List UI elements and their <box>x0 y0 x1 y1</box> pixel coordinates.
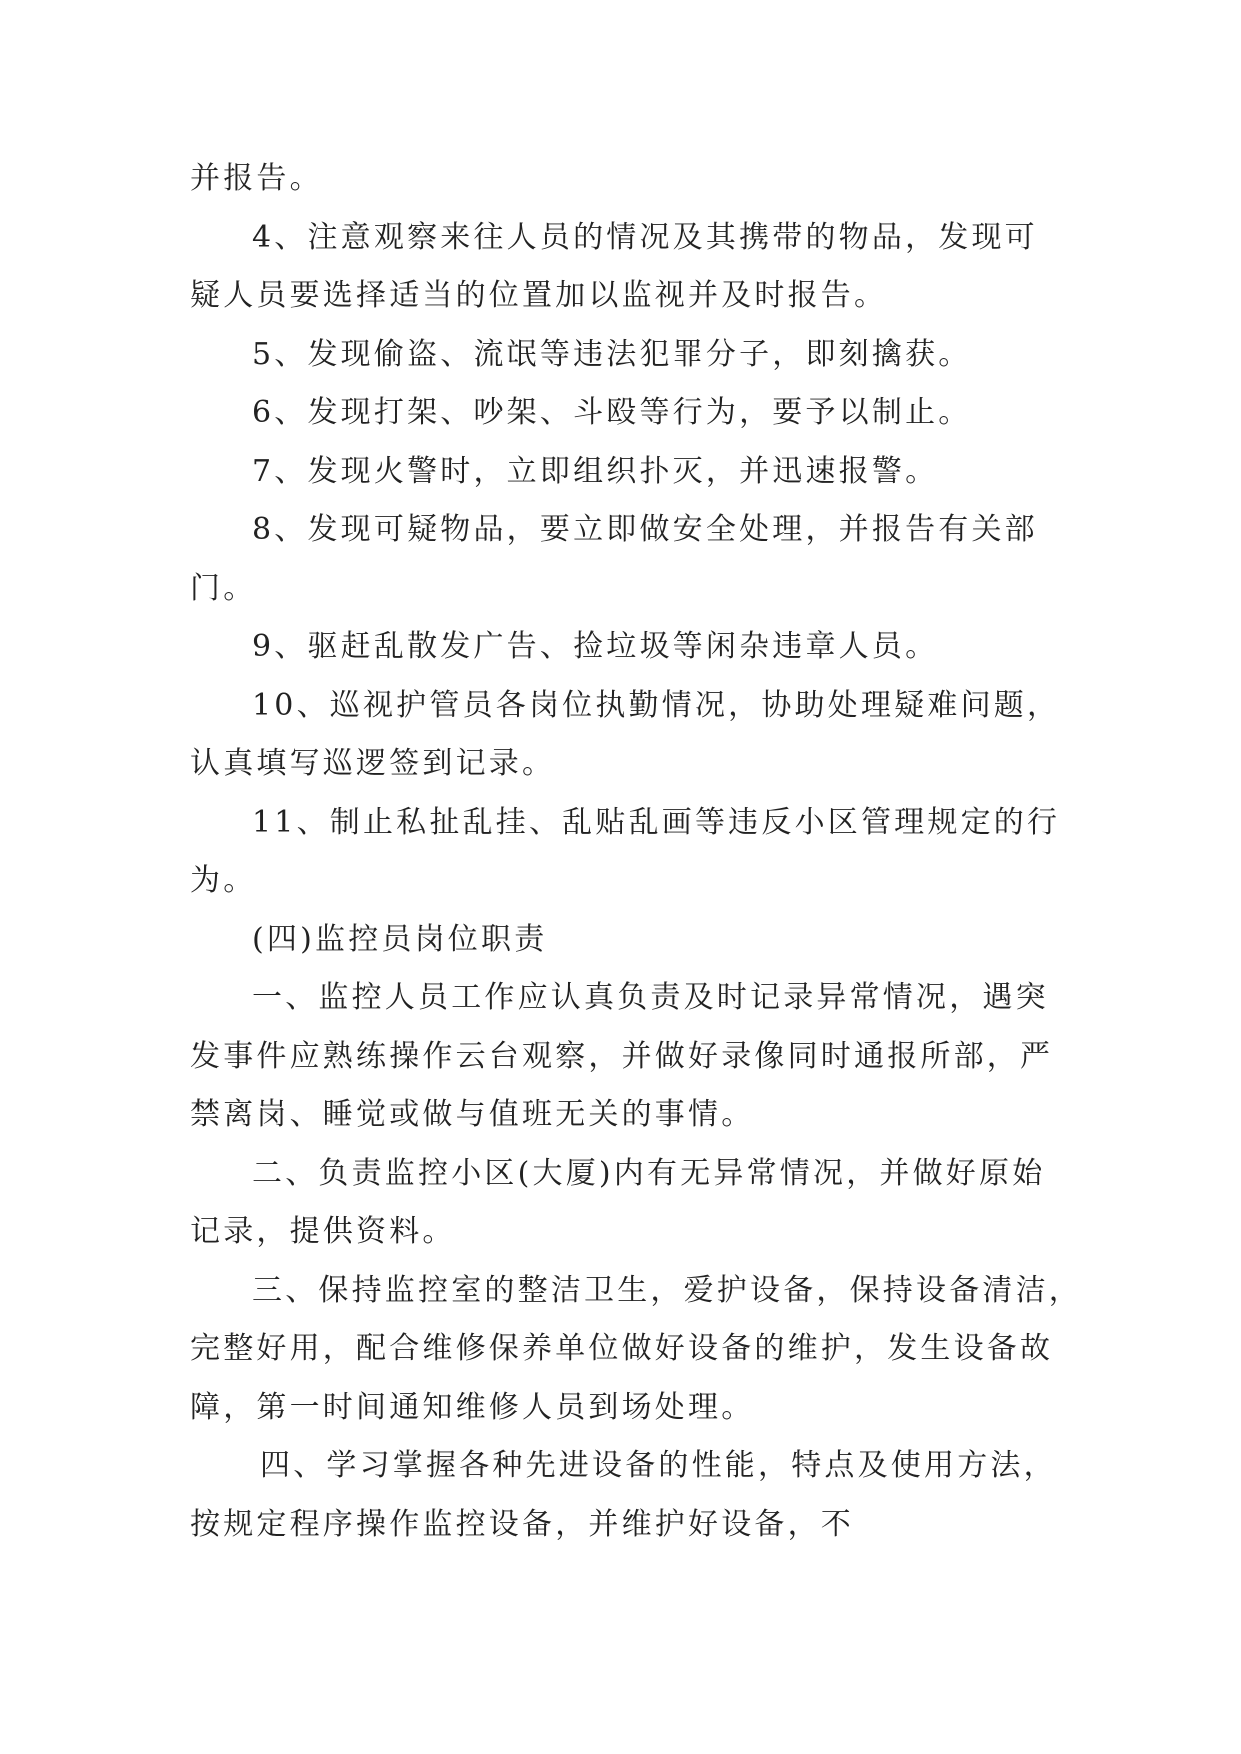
text-line: 障，第一时间通知维修人员到场处理。 <box>190 1389 755 1425</box>
text-line: 并报告。 <box>190 161 323 196</box>
text-line: 发事件应熟练操作云台观察，并做好录像同时通报所部，严 <box>190 1038 1054 1074</box>
text-line: 门。 <box>190 570 257 606</box>
duty-item-4: 四、学习掌握各种先进设备的性能，特点及使用方法， <box>260 1448 1057 1483</box>
list-item-11: 11、制止私扯乱挂、乱贴乱画等违反小区管理规定的行 <box>252 804 1061 840</box>
text-line: 禁离岗、睡觉或做与值班无关的事情。 <box>190 1097 755 1132</box>
document-body <box>190 150 1082 1554</box>
section-heading: (四)监控员岗位职责 <box>252 921 548 957</box>
duty-item-1: 一、监控人员工作应认真负责及时记录异常情况，遇突 <box>252 980 1049 1015</box>
list-item-6: 6、发现打架、吵架、斗殴等行为，要予以制止。 <box>252 395 972 430</box>
list-item-8: 8、发现可疑物品，要立即做安全处理，并报告有关部 <box>252 512 1038 547</box>
text-line: 为。 <box>190 863 257 898</box>
list-item-7: 7、发现火警时，立即组织扑灭，并迅速报警。 <box>252 453 939 489</box>
text-line: 完整好用，配合维修保养单位做好设备的维护，发生设备故 <box>190 1331 1054 1366</box>
duty-item-3: 三、保持监控室的整洁卫生，爱护设备，保持设备清洁， <box>252 1272 1082 1308</box>
list-item-4: 4、注意观察来往人员的情况及其携带的物品，发现可 <box>252 219 1038 255</box>
list-item-10: 10、巡视护管员各岗位执勤情况，协助处理疑难问题， <box>252 687 1061 723</box>
list-item-9: 9、驱赶乱散发广告、捡垃圾等闲杂违章人员。 <box>252 629 939 664</box>
list-item-5: 5、发现偷盗、流氓等违法犯罪分子，即刻擒获。 <box>252 336 972 372</box>
text-line: 疑人员要选择适当的位置加以监视并及时报告。 <box>190 278 888 313</box>
text-line: 认真填写巡逻签到记录。 <box>190 746 556 781</box>
text-line: 按规定程序操作监控设备，并维护好设备，不 <box>190 1506 854 1542</box>
duty-item-2: 二、负责监控小区(大厦)内有无异常情况，并做好原始 <box>252 1155 1046 1191</box>
text-line: 记录，提供资料。 <box>190 1214 456 1249</box>
